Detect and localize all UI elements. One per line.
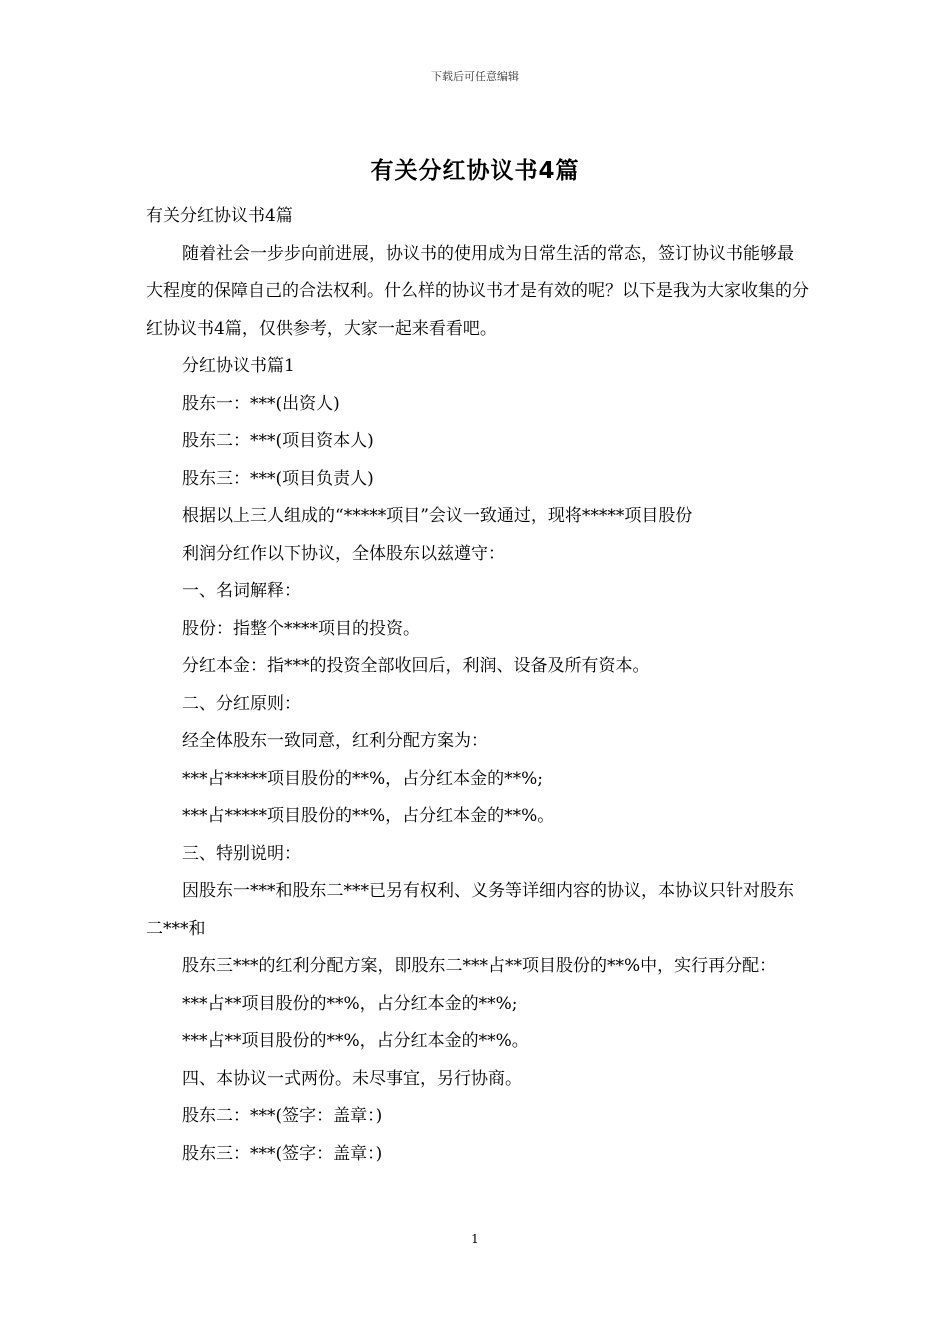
- party-line: 股东三：***(项目负责人): [182, 468, 374, 489]
- clause-line: 股份：指整个****项目的投资。: [182, 618, 420, 639]
- signature-line: 股东二：***(签字：盖章：): [182, 1106, 383, 1126]
- page-number: 1: [471, 1232, 479, 1246]
- clause-line: ***占*****项目股份的**%，占分红本金的**%。: [182, 806, 555, 826]
- document-title: 有关分红协议书4篇: [370, 158, 580, 184]
- clause-heading: 四、本协议一式两份。未尽事宜，另行协商。: [182, 1068, 522, 1089]
- signature-line: 股东三：***(签字：盖章：): [182, 1143, 383, 1164]
- clause-line: 利润分红作以下协议，全体股东以兹遵守：: [182, 543, 505, 564]
- clause-line: ***占**项目股份的**%，占分红本金的**%。: [182, 1031, 529, 1051]
- clause-line: 分红本金：指***的投资全部收回后，利润、设备及所有资本。: [182, 656, 650, 676]
- clause-paragraph: 因股东一***和股东二***已另有权利、义务等详细内容的协议，本协议只针对股东二***和: [146, 881, 794, 939]
- clause-line: 经全体股东一致同意，红利分配方案为：: [182, 731, 488, 751]
- subtitle-line: 有关分红协议书4篇: [146, 206, 293, 226]
- party-line: 股东二：***(项目资本人): [182, 431, 374, 451]
- party-line: 股东一：***(出资人): [182, 393, 340, 414]
- clause-heading: 二、分红原则：: [182, 693, 301, 714]
- document-body: [146, 198, 810, 1173]
- section-heading: 分红协议书篇1: [182, 356, 295, 376]
- clause-heading: 三、特别说明：: [182, 843, 301, 864]
- clause-line: ***占**项目股份的**%，占分红本金的**%;: [182, 993, 518, 1014]
- clause-line: 根据以上三人组成的“*****项目”会议一致通过，现将*****项目股份: [182, 506, 693, 526]
- clause-paragraph: 股东三***的红利分配方案，即股东二***占**项目股份的**%中，实行再分配：: [182, 956, 777, 976]
- clause-line: ***占*****项目股份的**%，占分红本金的**%;: [182, 768, 544, 789]
- intro-paragraph: 随着社会一步步向前进展，协议书的使用成为日常生活的常态，签订协议书能够最大程度的保障自己的合法权利。什么样的协议书才是有效的呢？以下是我为大家收集的分红协议书4篇，仅供参考，大家一起来看看吧。: [146, 243, 809, 339]
- clause-heading: 一、名词解释：: [182, 581, 301, 601]
- page-header-note: 下载后可任意编辑: [431, 70, 519, 83]
